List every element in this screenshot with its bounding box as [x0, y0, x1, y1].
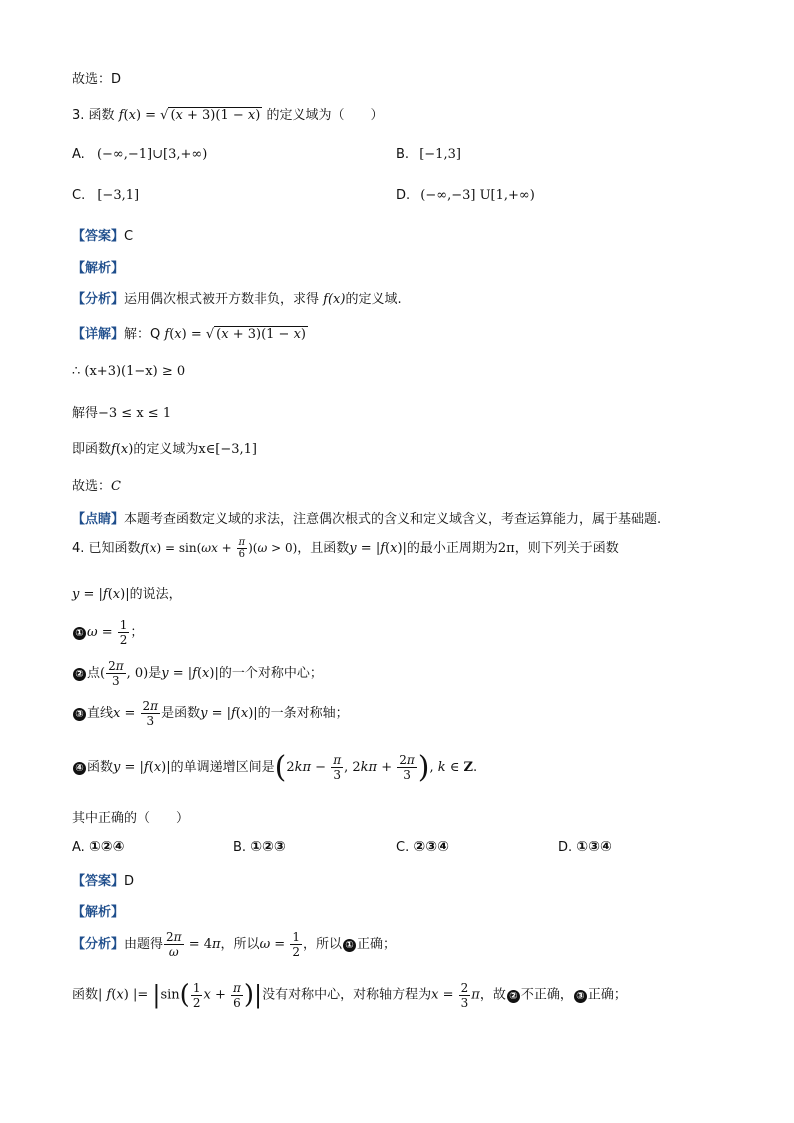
q4-option-b-value: ①②③	[250, 839, 286, 855]
q4-line2-end: 的说法，	[129, 587, 182, 602]
q3-dianjing-text: 本题考查函数定义域的求法，注意偶次根式的含义和定义域含义，考查运算能力，属于基础题.	[124, 512, 662, 527]
q3-stem: 3. 函数 f(x) = √ (x + 3)(1 − x) 的定义域为（ ）	[72, 108, 384, 123]
q4-fenxi-d: 正确；	[357, 937, 397, 952]
prev-answer-line	[72, 68, 121, 87]
detail-tag: 【详解】	[72, 327, 125, 342]
q3-fenxi-end: 的定义域.	[345, 292, 402, 307]
q4-which-correct	[72, 807, 189, 826]
statement-2-text-a: 点	[87, 666, 101, 681]
q4-answer: D	[124, 874, 135, 889]
q3-domain-line: 即函数f(x)的定义域为x∈[−3,1]	[72, 442, 258, 457]
q4-last-b: 没有对称中心，对称轴方程为	[262, 987, 432, 1003]
q4-which-correct-text: 其中正确的（ ）	[72, 811, 190, 826]
q3-number: 3.	[72, 108, 85, 123]
q4-option-c	[396, 839, 449, 855]
q4-period: 2π	[497, 541, 515, 556]
q4-statement-2: ② 点( $\frac{2\pi}{3}$ , 0)是y = |f(x)|的一个对称中心；	[72, 659, 323, 688]
option-a-label: A.	[72, 147, 85, 162]
q4-option-d	[558, 839, 612, 855]
q4-option-c-value: ②③④	[413, 839, 449, 855]
q4-fenxi-a: 由题得	[124, 937, 164, 952]
q4-analysis-tag: 【解析】	[72, 905, 125, 920]
q3-fenxi-math: f(x)	[323, 292, 346, 307]
q4-fenxi-line: 【分析】由题得 $\frac{2\pi}{\omega}$ = 4π，所以ω = $\frac{1}{2}$ ，所以 ① 正确；	[72, 930, 397, 959]
q3-answer-line	[72, 225, 133, 244]
q3-solve-math: −3 ≤ x ≤ 1	[98, 406, 172, 421]
q3-detail-line: 【详解】解：Q f(x) = √ (x + 3)(1 − x)	[72, 327, 306, 342]
q4-intro-mid: ，且函数	[297, 541, 350, 556]
q3-domain-math: x∈[−3,1]	[198, 442, 258, 457]
statement-3-text-b: 是函数	[161, 706, 201, 721]
statement-2-marker: ②	[73, 668, 86, 681]
q3-option-a	[72, 147, 207, 162]
q4-option-d-value: ①③④	[576, 839, 612, 855]
option-a-value: (−∞,−1]∪[3,+∞)	[96, 147, 208, 162]
q4-option-a-value: ①②④	[88, 839, 125, 855]
q4-option-a	[72, 839, 125, 855]
q4-intro: 已知函数	[88, 541, 141, 556]
q4-stem-line1: 4. 已知函数f(x) = sin(ωx + $\frac{\pi}{6}$ )(ω > 0)，且函数y = |f(x)|的最小正周期为2π，则下列关于函数	[72, 537, 619, 560]
q3-analysis-line	[72, 257, 124, 276]
q3-detail-text: 解：Q	[124, 327, 165, 342]
q4-last-a: 函数	[72, 987, 99, 1003]
statement-3-text-c: 的一条对称轴；	[257, 706, 349, 721]
q3-suffix: 的定义域为（ ）	[266, 108, 384, 123]
q3-therefore: ∴ (x+3)(1−x) ≥ 0	[72, 364, 186, 379]
q3-dianjing-line	[72, 508, 661, 527]
q3-option-d	[396, 188, 535, 203]
q3-choose-line	[72, 475, 121, 494]
q4-fenxi-c: ，所以	[302, 937, 342, 952]
q3-solve-text: 解得	[72, 406, 99, 421]
q4-fenxi-b: ，所以	[220, 937, 260, 952]
q4-option-d-label: D.	[558, 840, 573, 855]
q4-statement-3: ③ 直线x = $\frac{2\pi}{3}$ 是函数y = |f(x)|的一条对称轴；	[72, 699, 349, 728]
q4-statement-4: ④ 函数y = |f(x)|的单调递增区间是(2kπ − $\frac{\pi}{3}$ , 2kπ + $\frac{2\pi}{3}$ ), k ∈ Z.	[72, 750, 477, 785]
q3-prefix: 函数	[88, 108, 115, 123]
q3-solve-line	[72, 402, 171, 421]
q4-option-c-label: C.	[396, 840, 410, 855]
q3-domain-mid: 的定义域为	[133, 442, 199, 457]
statement-3-marker: ③	[73, 708, 86, 721]
dianjing-tag: 【点睛】	[72, 512, 125, 527]
q4-stem-line2: y = |f(x)|的说法，	[72, 587, 182, 602]
q4-last-d: 不正确，	[520, 987, 573, 1003]
q4-statement-1: ① ω = $\frac{1}{2}$ ；	[72, 618, 143, 647]
option-c-value: [−3,1]	[97, 188, 140, 203]
q4-number: 4.	[72, 541, 85, 556]
statement-4-text-a: 函数	[87, 760, 114, 775]
q3-choose-text: 故选：	[72, 479, 112, 494]
answer-tag: 【答案】	[72, 229, 125, 244]
q4-fenxi-tag: 【分析】	[72, 937, 125, 952]
q4-analysis-line	[72, 901, 124, 920]
q3-fenxi-text: 运用偶次根式被开方数非负，求得	[124, 292, 320, 307]
q4-option-b	[233, 839, 286, 855]
q3-fenxi-line	[72, 288, 402, 307]
q3-answer: C	[124, 229, 134, 244]
q4-last-c: ，故	[479, 987, 506, 1003]
option-b-value: [−1,3]	[419, 147, 461, 162]
statement-2-text-c: 的一个对称中心；	[218, 666, 323, 681]
statement-2-text-b: 是	[148, 666, 162, 681]
statement-3-text-a: 直线	[87, 706, 114, 721]
fenxi-tag: 【分析】	[72, 292, 125, 307]
option-d-value: (−∞,−3] U[1,+∞)	[420, 188, 535, 203]
q4-answer-tag: 【答案】	[72, 874, 125, 889]
statement-4-marker: ④	[73, 762, 86, 775]
statement-1-marker: ①	[73, 627, 86, 640]
q3-function: f	[118, 108, 124, 123]
q3-domain-text: 即函数	[72, 442, 112, 457]
q3-choose-value: C	[111, 479, 121, 494]
q4-intro-end: ，则下列关于函数	[514, 541, 619, 556]
q4-option-b-label: B.	[233, 840, 247, 855]
prev-choice: 故选：D	[72, 72, 122, 87]
analysis-tag: 【解析】	[72, 261, 125, 276]
q4-last-e: 正确；	[587, 987, 627, 1003]
q4-last-line: 函数| f(x) |= |sin( $\frac{1}{2}$ x + $\frac{\pi}{6}$ )|没有对称中心，对称轴方程为x = $\frac{2}{3}$ π，故 ② 不正确， ③ 正确；	[72, 980, 627, 1010]
q3-option-b	[396, 147, 461, 162]
q4-answer-line	[72, 870, 134, 889]
option-b-label: B.	[396, 147, 410, 162]
q3-option-c	[72, 188, 139, 203]
option-c-label: C.	[72, 188, 86, 203]
q4-option-a-label: A.	[72, 840, 85, 855]
option-d-label: D.	[396, 188, 411, 203]
statement-4-text-b: 的单调递增区间是	[170, 760, 275, 775]
q4-intro-mid2: 的最小正周期为	[406, 541, 498, 556]
q3-therefore-line	[72, 364, 185, 379]
